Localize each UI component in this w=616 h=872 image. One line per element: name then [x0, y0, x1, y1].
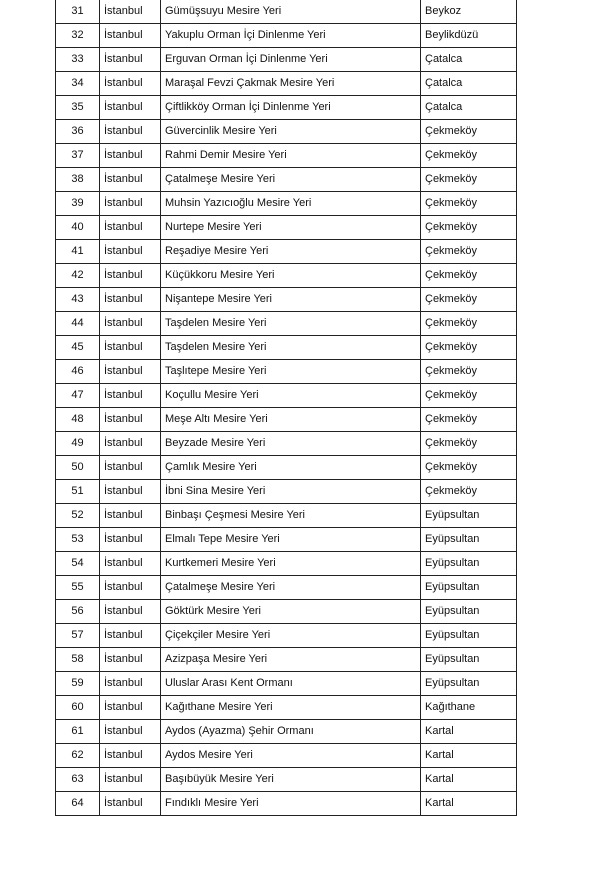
table-row: [56, 96, 517, 120]
picnic-area-name-cell: Meşe Altı Mesire Yeri: [161, 408, 421, 432]
row-number-cell: 43: [56, 288, 100, 312]
table-row: [56, 288, 517, 312]
district-cell: Çekmeköy: [421, 480, 517, 504]
picnic-area-name-cell: Başıbüyük Mesire Yeri: [161, 768, 421, 792]
province-cell: İstanbul: [100, 576, 161, 600]
picnic-area-name-cell: Muhsin Yazıcıoğlu Mesire Yeri: [161, 192, 421, 216]
row-number-cell: 61: [56, 720, 100, 744]
picnic-area-name-cell: Güvercinlik Mesire Yeri: [161, 120, 421, 144]
row-number-cell: 63: [56, 768, 100, 792]
picnic-area-name-cell: Çamlık Mesire Yeri: [161, 456, 421, 480]
table-row: [56, 744, 517, 768]
province-cell: İstanbul: [100, 792, 161, 816]
table-row: [56, 576, 517, 600]
province-cell: İstanbul: [100, 0, 161, 24]
district-cell: Çekmeköy: [421, 336, 517, 360]
province-cell: İstanbul: [100, 264, 161, 288]
province-cell: İstanbul: [100, 648, 161, 672]
row-number-cell: 46: [56, 360, 100, 384]
province-cell: İstanbul: [100, 312, 161, 336]
table-row: [56, 120, 517, 144]
table-row: [56, 0, 517, 24]
district-cell: Çekmeköy: [421, 168, 517, 192]
row-number-cell: 32: [56, 24, 100, 48]
table-row: [56, 48, 517, 72]
district-cell: Eyüpsultan: [421, 504, 517, 528]
picnic-area-name-cell: Binbaşı Çeşmesi Mesire Yeri: [161, 504, 421, 528]
picnic-area-name-cell: Erguvan Orman İçi Dinlenme Yeri: [161, 48, 421, 72]
row-number-cell: 54: [56, 552, 100, 576]
district-cell: Eyüpsultan: [421, 600, 517, 624]
row-number-cell: 57: [56, 624, 100, 648]
district-cell: Çekmeköy: [421, 264, 517, 288]
picnic-area-name-cell: Göktürk Mesire Yeri: [161, 600, 421, 624]
row-number-cell: 49: [56, 432, 100, 456]
province-cell: İstanbul: [100, 144, 161, 168]
table-row: [56, 480, 517, 504]
picnic-area-name-cell: Taşdelen Mesire Yeri: [161, 336, 421, 360]
table-row: [56, 264, 517, 288]
row-number-cell: 53: [56, 528, 100, 552]
district-cell: Kartal: [421, 720, 517, 744]
picnic-area-name-cell: Çiftlikköy Orman İçi Dinlenme Yeri: [161, 96, 421, 120]
table-row: [56, 720, 517, 744]
district-cell: Eyüpsultan: [421, 648, 517, 672]
province-cell: İstanbul: [100, 600, 161, 624]
picnic-area-name-cell: Çiçekçiler Mesire Yeri: [161, 624, 421, 648]
row-number-cell: 52: [56, 504, 100, 528]
province-cell: İstanbul: [100, 672, 161, 696]
province-cell: İstanbul: [100, 504, 161, 528]
picnic-area-name-cell: Koçullu Mesire Yeri: [161, 384, 421, 408]
row-number-cell: 44: [56, 312, 100, 336]
table-row: [56, 672, 517, 696]
row-number-cell: 55: [56, 576, 100, 600]
row-number-cell: 62: [56, 744, 100, 768]
district-cell: Beykoz: [421, 0, 517, 24]
district-cell: Çekmeköy: [421, 360, 517, 384]
province-cell: İstanbul: [100, 480, 161, 504]
picnic-area-name-cell: Reşadiye Mesire Yeri: [161, 240, 421, 264]
district-cell: Çekmeköy: [421, 288, 517, 312]
row-number-cell: 33: [56, 48, 100, 72]
table-row: [56, 600, 517, 624]
province-cell: İstanbul: [100, 408, 161, 432]
district-cell: Çekmeköy: [421, 120, 517, 144]
province-cell: İstanbul: [100, 432, 161, 456]
picnic-area-name-cell: Çatalmeşe Mesire Yeri: [161, 576, 421, 600]
district-cell: Çatalca: [421, 48, 517, 72]
province-cell: İstanbul: [100, 696, 161, 720]
row-number-cell: 50: [56, 456, 100, 480]
picnic-area-name-cell: Uluslar Arası Kent Ormanı: [161, 672, 421, 696]
picnic-area-name-cell: Aydos Mesire Yeri: [161, 744, 421, 768]
row-number-cell: 51: [56, 480, 100, 504]
district-cell: Çekmeköy: [421, 408, 517, 432]
picnic-areas-table: [55, 0, 517, 816]
table-row: [56, 24, 517, 48]
row-number-cell: 64: [56, 792, 100, 816]
row-number-cell: 35: [56, 96, 100, 120]
province-cell: İstanbul: [100, 288, 161, 312]
table-row: [56, 216, 517, 240]
row-number-cell: 31: [56, 0, 100, 24]
table-row: [56, 312, 517, 336]
picnic-area-name-cell: Kağıthane Mesire Yeri: [161, 696, 421, 720]
district-cell: Çekmeköy: [421, 432, 517, 456]
province-cell: İstanbul: [100, 48, 161, 72]
table-row: [56, 504, 517, 528]
province-cell: İstanbul: [100, 720, 161, 744]
table-row: [56, 240, 517, 264]
table-row: [56, 144, 517, 168]
picnic-area-name-cell: Maraşal Fevzi Çakmak Mesire Yeri: [161, 72, 421, 96]
picnic-area-name-cell: Küçükkoru Mesire Yeri: [161, 264, 421, 288]
row-number-cell: 59: [56, 672, 100, 696]
picnic-area-name-cell: Fındıklı Mesire Yeri: [161, 792, 421, 816]
province-cell: İstanbul: [100, 456, 161, 480]
picnic-area-name-cell: Yakuplu Orman İçi Dinlenme Yeri: [161, 24, 421, 48]
province-cell: İstanbul: [100, 768, 161, 792]
table-row: [56, 696, 517, 720]
province-cell: İstanbul: [100, 624, 161, 648]
province-cell: İstanbul: [100, 168, 161, 192]
picnic-area-name-cell: Çatalmeşe Mesire Yeri: [161, 168, 421, 192]
picnic-area-name-cell: Nurtepe Mesire Yeri: [161, 216, 421, 240]
row-number-cell: 56: [56, 600, 100, 624]
picnic-area-name-cell: İbni Sina Mesire Yeri: [161, 480, 421, 504]
province-cell: İstanbul: [100, 216, 161, 240]
table-row: [56, 624, 517, 648]
table-body: [56, 0, 517, 816]
picnic-area-name-cell: Rahmi Demir Mesire Yeri: [161, 144, 421, 168]
district-cell: Kartal: [421, 792, 517, 816]
district-cell: Çekmeköy: [421, 384, 517, 408]
table-row: [56, 408, 517, 432]
table-row: [56, 456, 517, 480]
picnic-area-name-cell: Elmalı Tepe Mesire Yeri: [161, 528, 421, 552]
district-cell: Eyüpsultan: [421, 576, 517, 600]
table-row: [56, 384, 517, 408]
table-row: [56, 168, 517, 192]
district-cell: Çekmeköy: [421, 456, 517, 480]
district-cell: Çekmeköy: [421, 192, 517, 216]
row-number-cell: 42: [56, 264, 100, 288]
row-number-cell: 45: [56, 336, 100, 360]
row-number-cell: 58: [56, 648, 100, 672]
row-number-cell: 36: [56, 120, 100, 144]
picnic-area-name-cell: Taşdelen Mesire Yeri: [161, 312, 421, 336]
province-cell: İstanbul: [100, 72, 161, 96]
picnic-area-name-cell: Beyzade Mesire Yeri: [161, 432, 421, 456]
row-number-cell: 39: [56, 192, 100, 216]
picnic-area-name-cell: Aydos (Ayazma) Şehir Ormanı: [161, 720, 421, 744]
district-cell: Çatalca: [421, 72, 517, 96]
table-row: [56, 648, 517, 672]
province-cell: İstanbul: [100, 96, 161, 120]
province-cell: İstanbul: [100, 120, 161, 144]
row-number-cell: 34: [56, 72, 100, 96]
province-cell: İstanbul: [100, 360, 161, 384]
district-cell: Eyüpsultan: [421, 528, 517, 552]
table-row: [56, 192, 517, 216]
district-cell: Çekmeköy: [421, 144, 517, 168]
picnic-areas-table-container: [55, 0, 517, 816]
table-row: [56, 432, 517, 456]
province-cell: İstanbul: [100, 192, 161, 216]
picnic-area-name-cell: Azizpaşa Mesire Yeri: [161, 648, 421, 672]
row-number-cell: 40: [56, 216, 100, 240]
province-cell: İstanbul: [100, 744, 161, 768]
picnic-area-name-cell: Kurtkemeri Mesire Yeri: [161, 552, 421, 576]
row-number-cell: 48: [56, 408, 100, 432]
table-row: [56, 528, 517, 552]
picnic-area-name-cell: Gümüşsuyu Mesire Yeri: [161, 0, 421, 24]
province-cell: İstanbul: [100, 384, 161, 408]
district-cell: Çekmeköy: [421, 240, 517, 264]
table-row: [56, 72, 517, 96]
table-row: [56, 336, 517, 360]
table-row: [56, 552, 517, 576]
picnic-area-name-cell: Nişantepe Mesire Yeri: [161, 288, 421, 312]
row-number-cell: 60: [56, 696, 100, 720]
district-cell: Çatalca: [421, 96, 517, 120]
district-cell: Eyüpsultan: [421, 552, 517, 576]
table-row: [56, 768, 517, 792]
table-row: [56, 360, 517, 384]
province-cell: İstanbul: [100, 552, 161, 576]
row-number-cell: 41: [56, 240, 100, 264]
picnic-area-name-cell: Taşlıtepe Mesire Yeri: [161, 360, 421, 384]
row-number-cell: 38: [56, 168, 100, 192]
province-cell: İstanbul: [100, 528, 161, 552]
district-cell: Çekmeköy: [421, 312, 517, 336]
province-cell: İstanbul: [100, 240, 161, 264]
district-cell: Eyüpsultan: [421, 624, 517, 648]
district-cell: Kartal: [421, 744, 517, 768]
province-cell: İstanbul: [100, 336, 161, 360]
table-row: [56, 792, 517, 816]
row-number-cell: 47: [56, 384, 100, 408]
district-cell: Çekmeköy: [421, 216, 517, 240]
district-cell: Kağıthane: [421, 696, 517, 720]
district-cell: Beylikdüzü: [421, 24, 517, 48]
district-cell: Eyüpsultan: [421, 672, 517, 696]
district-cell: Kartal: [421, 768, 517, 792]
province-cell: İstanbul: [100, 24, 161, 48]
row-number-cell: 37: [56, 144, 100, 168]
